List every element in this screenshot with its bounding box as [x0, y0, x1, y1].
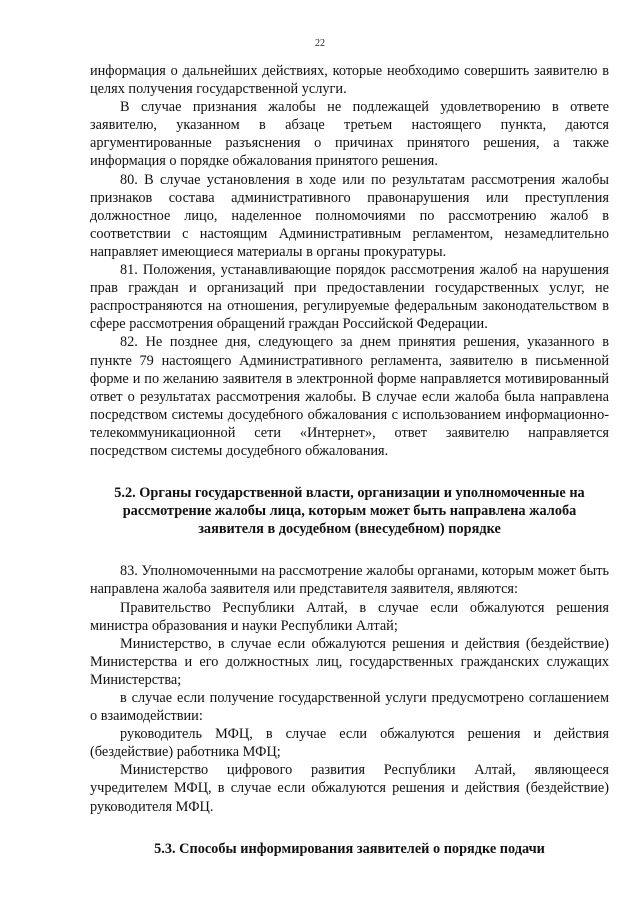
paragraph-continuation: информация о дальнейших действиях, которые необходимо совершить заявителю в целях получения государственной услуги.	[90, 63, 609, 98]
paragraph-item-80: 80. В случае установления в ходе или по результатам рассмотрения жалобы признаков состава административного правонарушения или преступления должностное лицо, наделенное полномочиями по рассмотрению жалоб в соответствии с настоящим Административным регламентом, незамедлительно направляет имеющиеся материалы в органы прокуратуры.	[90, 171, 609, 260]
page-number: 22	[315, 38, 325, 49]
section-heading-5-2: 5.2. Органы государственной власти, организации и уполномоченные на рассмотрение жалобы лица, которым может быть направлена жалоба заявителя в досудебном (внесудебном) порядке	[114, 485, 585, 538]
paragraph-item-83: 83. Уполномоченными на рассмотрение жалобы органами, которым может быть направлена жалоба заявителя или представителя заявителя, являются:	[90, 563, 609, 598]
section-heading-5-3: 5.3. Способы информирования заявителей о порядке подачи	[154, 840, 545, 857]
paragraph-government: Правительство Республики Алтай, в случае если обжалуются решения министра образования и науки Республики Алтай;	[90, 599, 609, 634]
paragraph-item-82: 82. Не позднее дня, следующего за днем принятия решения, указанного в пункте 79 настоящего Административного регламента, заявителю в письменной форме и по желанию заявителя в электронной форме направляется мотивированный ответ о результатах рассмотрения жалобы. В случае если жалоба была направлена посредством системы досудебного обжалования с использованием информационно-телекоммуникационной сети «Интернет», ответ заявителю направляется посредством системы досудебного обжалования.	[90, 334, 609, 459]
page-body	[90, 62, 609, 858]
paragraph-mfc-head: руководитель МФЦ, в случае если обжалуются решения и действия (бездействие) работника МФЦ;	[90, 726, 609, 761]
paragraph-item-81: 81. Положения, устанавливающие порядок рассмотрения жалоб на нарушения прав граждан и организаций при предоставлении государственных услуг, не распространяются на отношения, регулируемые федеральным законодательством в сфере рассмотрения обращений граждан Российской Федерации.	[90, 262, 609, 333]
spacer	[90, 538, 609, 562]
spacer	[90, 816, 609, 840]
spacer	[90, 460, 609, 484]
paragraph-digital-ministry: Министерство цифрового развития Республики Алтай, являющееся учредителем МФЦ, в случае если обжалуются решения и действия (бездействие) руководителя МФЦ.	[90, 762, 609, 815]
paragraph-rejection-clause: В случае признания жалобы не подлежащей удовлетворению в ответе заявителю, указанном в абзаце третьем настоящего пункта, даются аргументированные разъяснения о причинах принятого решения, а также информация о порядке обжалования принятого решения.	[90, 99, 609, 170]
paragraph-ministry: Министерство, в случае если обжалуются решения и действия (бездействие) Министерства и его должностных лиц, государственных гражданских служащих Министерства;	[90, 635, 609, 688]
paragraph-agreement: в случае если получение государственной услуги предусмотрено соглашением о взаимодействии:	[90, 690, 609, 725]
